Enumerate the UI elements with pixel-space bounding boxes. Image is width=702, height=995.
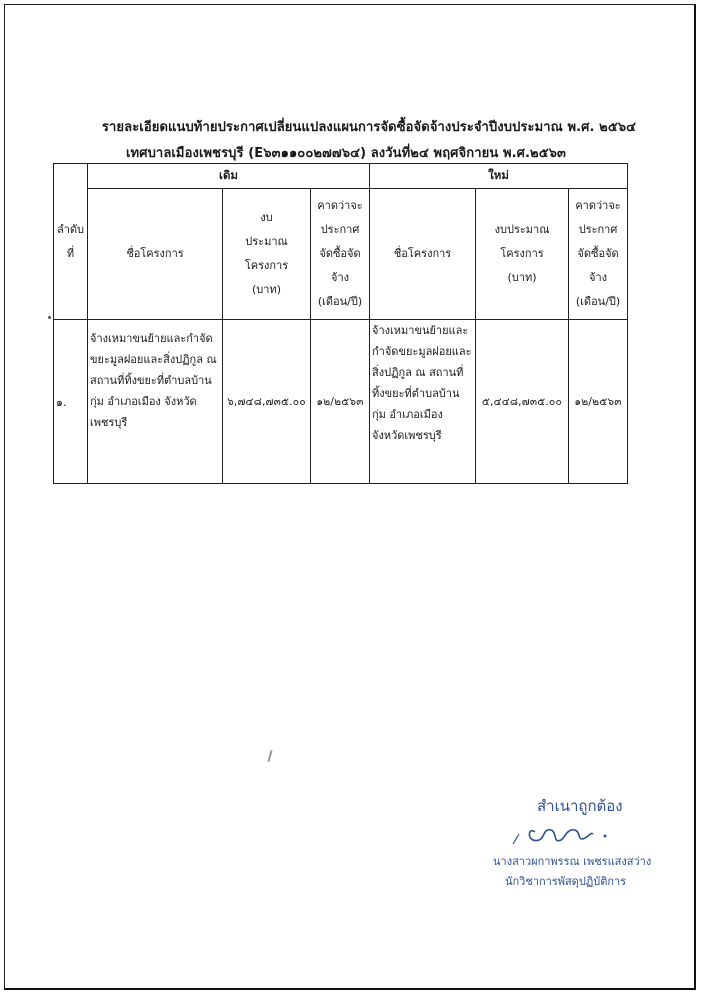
new-group-header: ใหม่ bbox=[370, 164, 628, 189]
new-expected-date-header: คาดว่าจะประกาศจัดซื้อจัดจ้าง (เดือน/ปี) bbox=[569, 189, 628, 320]
procurement-plan-table bbox=[53, 163, 628, 484]
new-budget-header: งบประมาณโครงการ (บาท) bbox=[476, 189, 569, 320]
signer-name: นางสาวผกาพรรณ เพชรแสงสว่าง bbox=[493, 855, 652, 868]
scan-dot bbox=[48, 316, 51, 319]
new-project-name: จ้างเหมาขนย้ายและกำจัดขยะมูลฝอยและสิ่งปฏิกูล ณ สถานที่ทิ้งขยะที่ตำบลบ้านกุ่ม อำเภอเมือง จังหวัดเพชรบุรี bbox=[370, 320, 476, 484]
old-group-header: เดิม bbox=[88, 164, 370, 189]
old-expected-date: ๑๒/๒๕๖๓ bbox=[311, 320, 370, 484]
document-title-line1: รายละเอียดแนบท้ายประกาศเปลี่ยนแปลงแผนการจัดซื้อจัดจ้างประจำปีงบประมาณ พ.ศ. ๒๕๖๔ bbox=[101, 120, 637, 135]
document-title-line2: เทศบาลเมืองเพชรบุรี (E๖๓๑๑๐๐๒๗๗๖๔) ลงวันที่๒๔ พฤศจิกายน พ.ศ.๒๕๖๓ bbox=[126, 146, 566, 161]
handwritten-signature bbox=[505, 814, 615, 850]
old-budget-header: งบประมาณโครงการ (บาท) bbox=[223, 189, 311, 320]
certified-copy-text: สำเนาถูกต้อง bbox=[537, 797, 623, 815]
old-project-name: จ้างเหมาขนย้ายและกำจัดขยะมูลฝอยและสิ่งปฏิกูล ณ สถานที่ทิ้งขยะที่ตำบลบ้านกุ่ม อำเภอเมือง จังหวัดเพชรบุรี bbox=[88, 320, 223, 484]
old-budget-value: ๖,๗๔๘,๗๓๕.๐๐ bbox=[223, 320, 311, 484]
signer-position: นักวิชาการพัสดุปฏิบัติการ bbox=[505, 875, 627, 888]
new-budget-value: ๕,๔๔๘,๗๓๕.๐๐ bbox=[476, 320, 569, 484]
table-row bbox=[54, 320, 628, 484]
new-project-name-header: ชื่อโครงการ bbox=[370, 189, 476, 320]
row-seq: ๑. bbox=[54, 320, 88, 484]
seq-header: ลำดับที่ bbox=[54, 164, 88, 320]
old-project-name-header: ชื่อโครงการ bbox=[88, 189, 223, 320]
new-expected-date: ๑๒/๒๕๖๓ bbox=[569, 320, 628, 484]
old-expected-date-header: คาดว่าจะประกาศจัดซื้อจัดจ้าง (เดือน/ปี) bbox=[311, 189, 370, 320]
